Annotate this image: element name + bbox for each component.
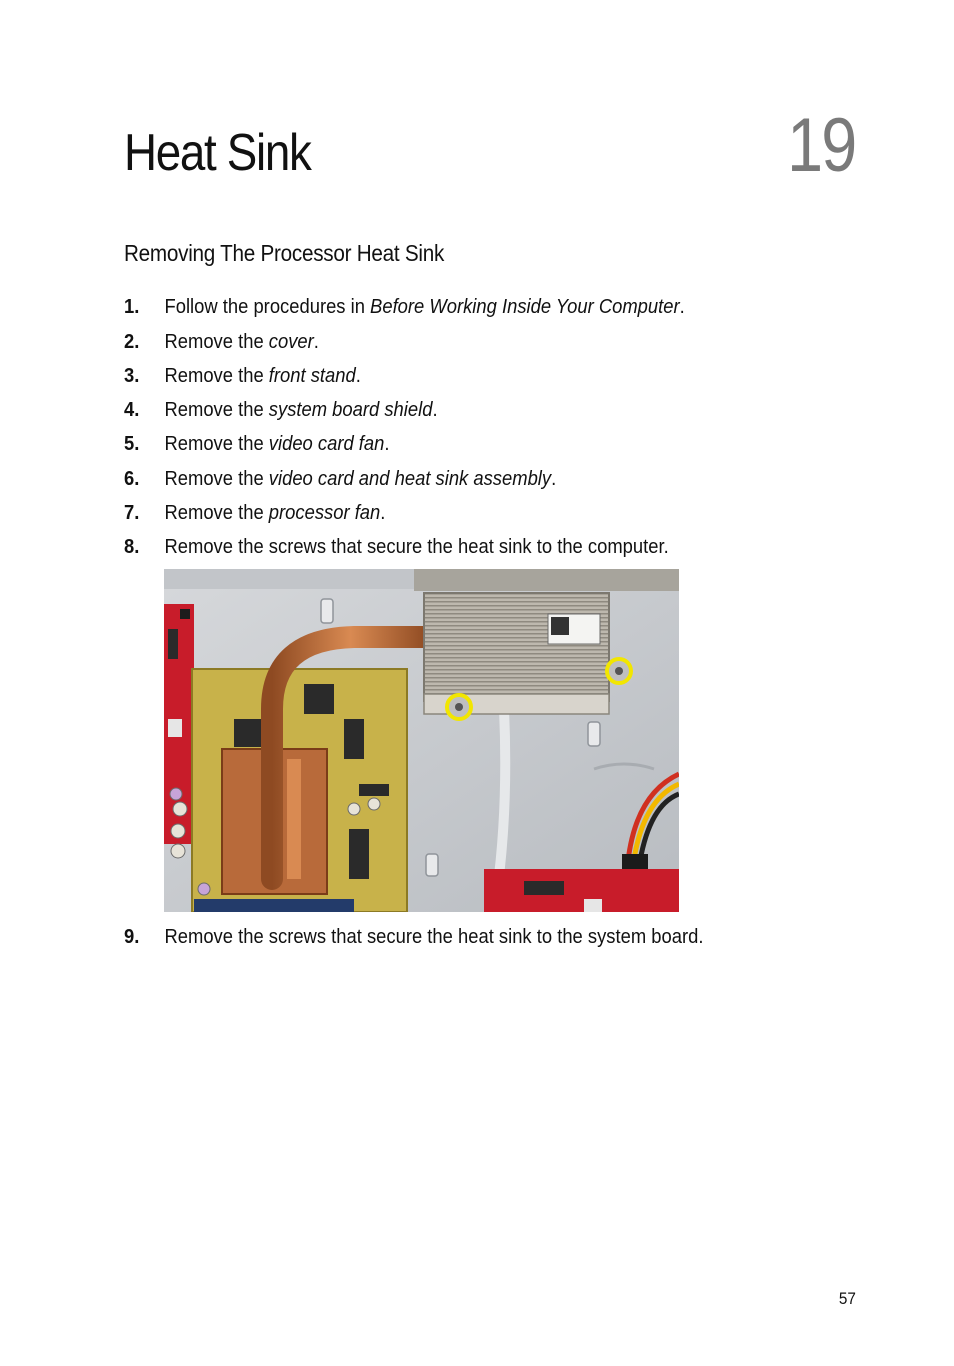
step-number: 2.: [124, 331, 140, 353]
step-number: 8.: [124, 536, 140, 558]
step-text: Remove the: [164, 468, 269, 490]
step-number: 6.: [124, 468, 140, 490]
step-text: Remove the screws that secure the heat sink to the computer.: [164, 536, 669, 558]
step-number: 4.: [124, 399, 140, 421]
step-4: [124, 397, 438, 423]
step-text: Remove the: [164, 433, 269, 455]
step-link[interactable]: cover: [268, 331, 314, 353]
step-punct: .: [380, 502, 386, 524]
section-title: Removing The Processor Heat Sink: [124, 240, 445, 266]
step-text: Remove the: [164, 399, 269, 421]
step-link[interactable]: video card fan: [268, 433, 385, 455]
step-punct: .: [679, 296, 685, 318]
photo-illustration: [164, 569, 679, 912]
step-punct: .: [384, 433, 390, 455]
step-link[interactable]: system board shield: [268, 399, 433, 421]
red-io-board: [484, 869, 679, 912]
step-link[interactable]: video card and heat sink assembly: [268, 468, 552, 490]
step-text: Remove the: [164, 365, 269, 387]
step-number: 3.: [124, 365, 140, 387]
step-text: Remove the: [164, 331, 269, 353]
step-1: [124, 294, 685, 320]
step-number: 7.: [124, 502, 140, 524]
chapter-number: 19: [787, 103, 856, 188]
step-8: [124, 534, 669, 560]
chapter-title: Heat Sink: [124, 124, 311, 182]
step-5: [124, 431, 390, 457]
step-link[interactable]: processor fan: [268, 502, 381, 524]
page-number: 57: [838, 1289, 856, 1308]
step-6: [124, 466, 556, 492]
step-text: Follow the procedures in: [164, 296, 371, 318]
step-9: [124, 924, 703, 950]
step-number: 1.: [124, 296, 140, 318]
step-link[interactable]: Before Working Inside Your Computer: [370, 296, 680, 318]
step-link[interactable]: front stand: [268, 365, 356, 387]
screw-highlight-2: [607, 659, 631, 683]
step-punct: .: [313, 331, 319, 353]
step-2: [124, 329, 319, 355]
step-text: Remove the screws that secure the heat sink to the system board.: [164, 926, 704, 948]
step-text: Remove the: [164, 502, 269, 524]
step-7: [124, 500, 385, 526]
screw-highlight-1: [447, 695, 471, 719]
step-number: 5.: [124, 433, 140, 455]
step-number: 9.: [124, 926, 140, 948]
step-punct: .: [432, 399, 438, 421]
heat-sink-screws-photo: [164, 569, 679, 912]
step-punct: .: [355, 365, 361, 387]
heat-sink-fins: [424, 593, 609, 701]
step-3: [124, 363, 361, 389]
step-punct: .: [551, 468, 557, 490]
